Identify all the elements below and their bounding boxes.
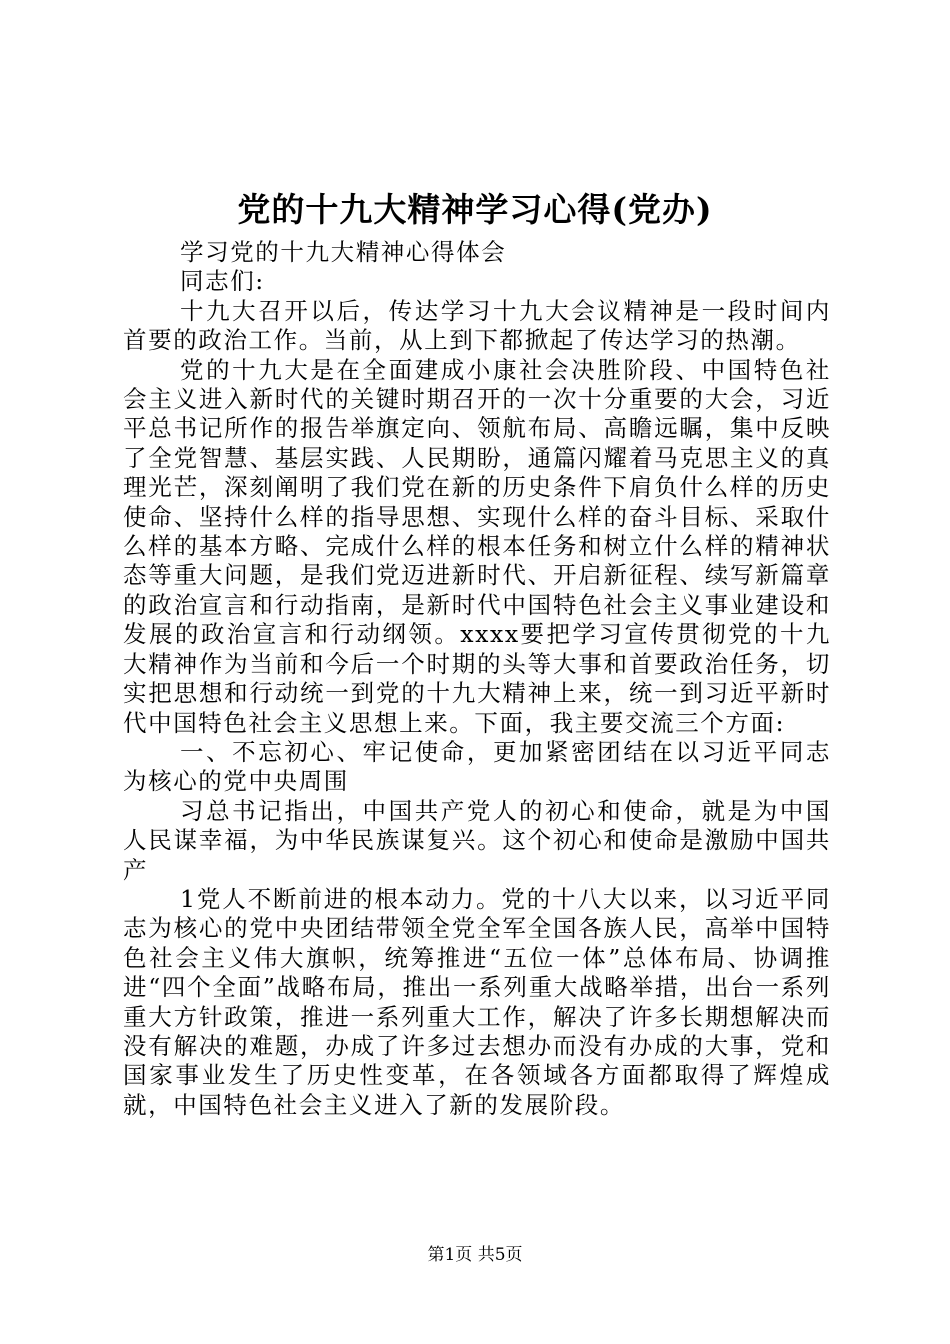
document-body [123, 238, 831, 1120]
paragraph-salutation: 同志们: [180, 267, 265, 296]
section-heading: 一、不忘初心、牢记使命，更加紧密团结在以习近平同志为核心的党中央周围 [123, 737, 831, 796]
paragraph-subtitle: 学习党的十九大精神心得体会 [180, 238, 507, 266]
paragraph: 党的十九大是在全面建成小康社会决胜阶段、中国特色社会主义进入新时代的关键时期召开的一次十分重要的大会，习近平总书记所作的报告举旗定向、领航布局、高瞻远瞩，集中反映了全党智慧、基层实践、人民期盼，通篇闪耀着马克思主义的真理光芒，深刻阐明了我们党在新的历史条件下肩负什么样的历史使命、坚持什么样的指导思想、实现什么样的奋斗目标、采取什么样的基本方略、完成什么样的根本任务和树立什么样的精神状态等重大问题，是我们党迈进新时代、开启新征程、续写新篇章的政治宣言和行动指南，是新时代中国特色社会主义事业建设和发展的政治宣言和行动纲领。xxxx要把学习宣传贯彻党的十九大精神作为当前和今后一个时期的头等大事和首要政治任务，切实把思想和行动统一到党的十九大精神上来，统一到习近平新时代中国特色社会主义思想上来。下面，我主要交流三个方面: [123, 355, 831, 737]
page-footer: 第1页 共5页 [427, 1245, 523, 1265]
document-title: 党的十九大精神学习心得(党办) [237, 190, 713, 229]
paragraph: 1党人不断前进的根本动力。党的十八大以来，以习近平同志为核心的党中央团结带领全党全军全国各族人民，高举中国特色社会主义伟大旗帜，统筹推进“五位一体”总体布局、协调推进“四个全面”战略布局，推出一系列重大战略举措，出台一系列重大方针政策，推进一系列重大工作，解决了许多长期想解决而没有解决的难题，办成了许多过去想办而没有办成的大事，党和国家事业发生了历史性变革，在各领域各方面都取得了辉煌成就，中国特色社会主义进入了新的发展阶段。 [123, 884, 831, 1119]
paragraph: 十九大召开以后，传达学习十九大会议精神是一段时间内首要的政治工作。当前，从上到下都掀起了传达学习的热潮。 [123, 296, 831, 355]
paragraph: 习总书记指出，中国共产党人的初心和使命，就是为中国人民谋幸福，为中华民族谋复兴。这个初心和使命是激励中国共产 [123, 796, 831, 884]
